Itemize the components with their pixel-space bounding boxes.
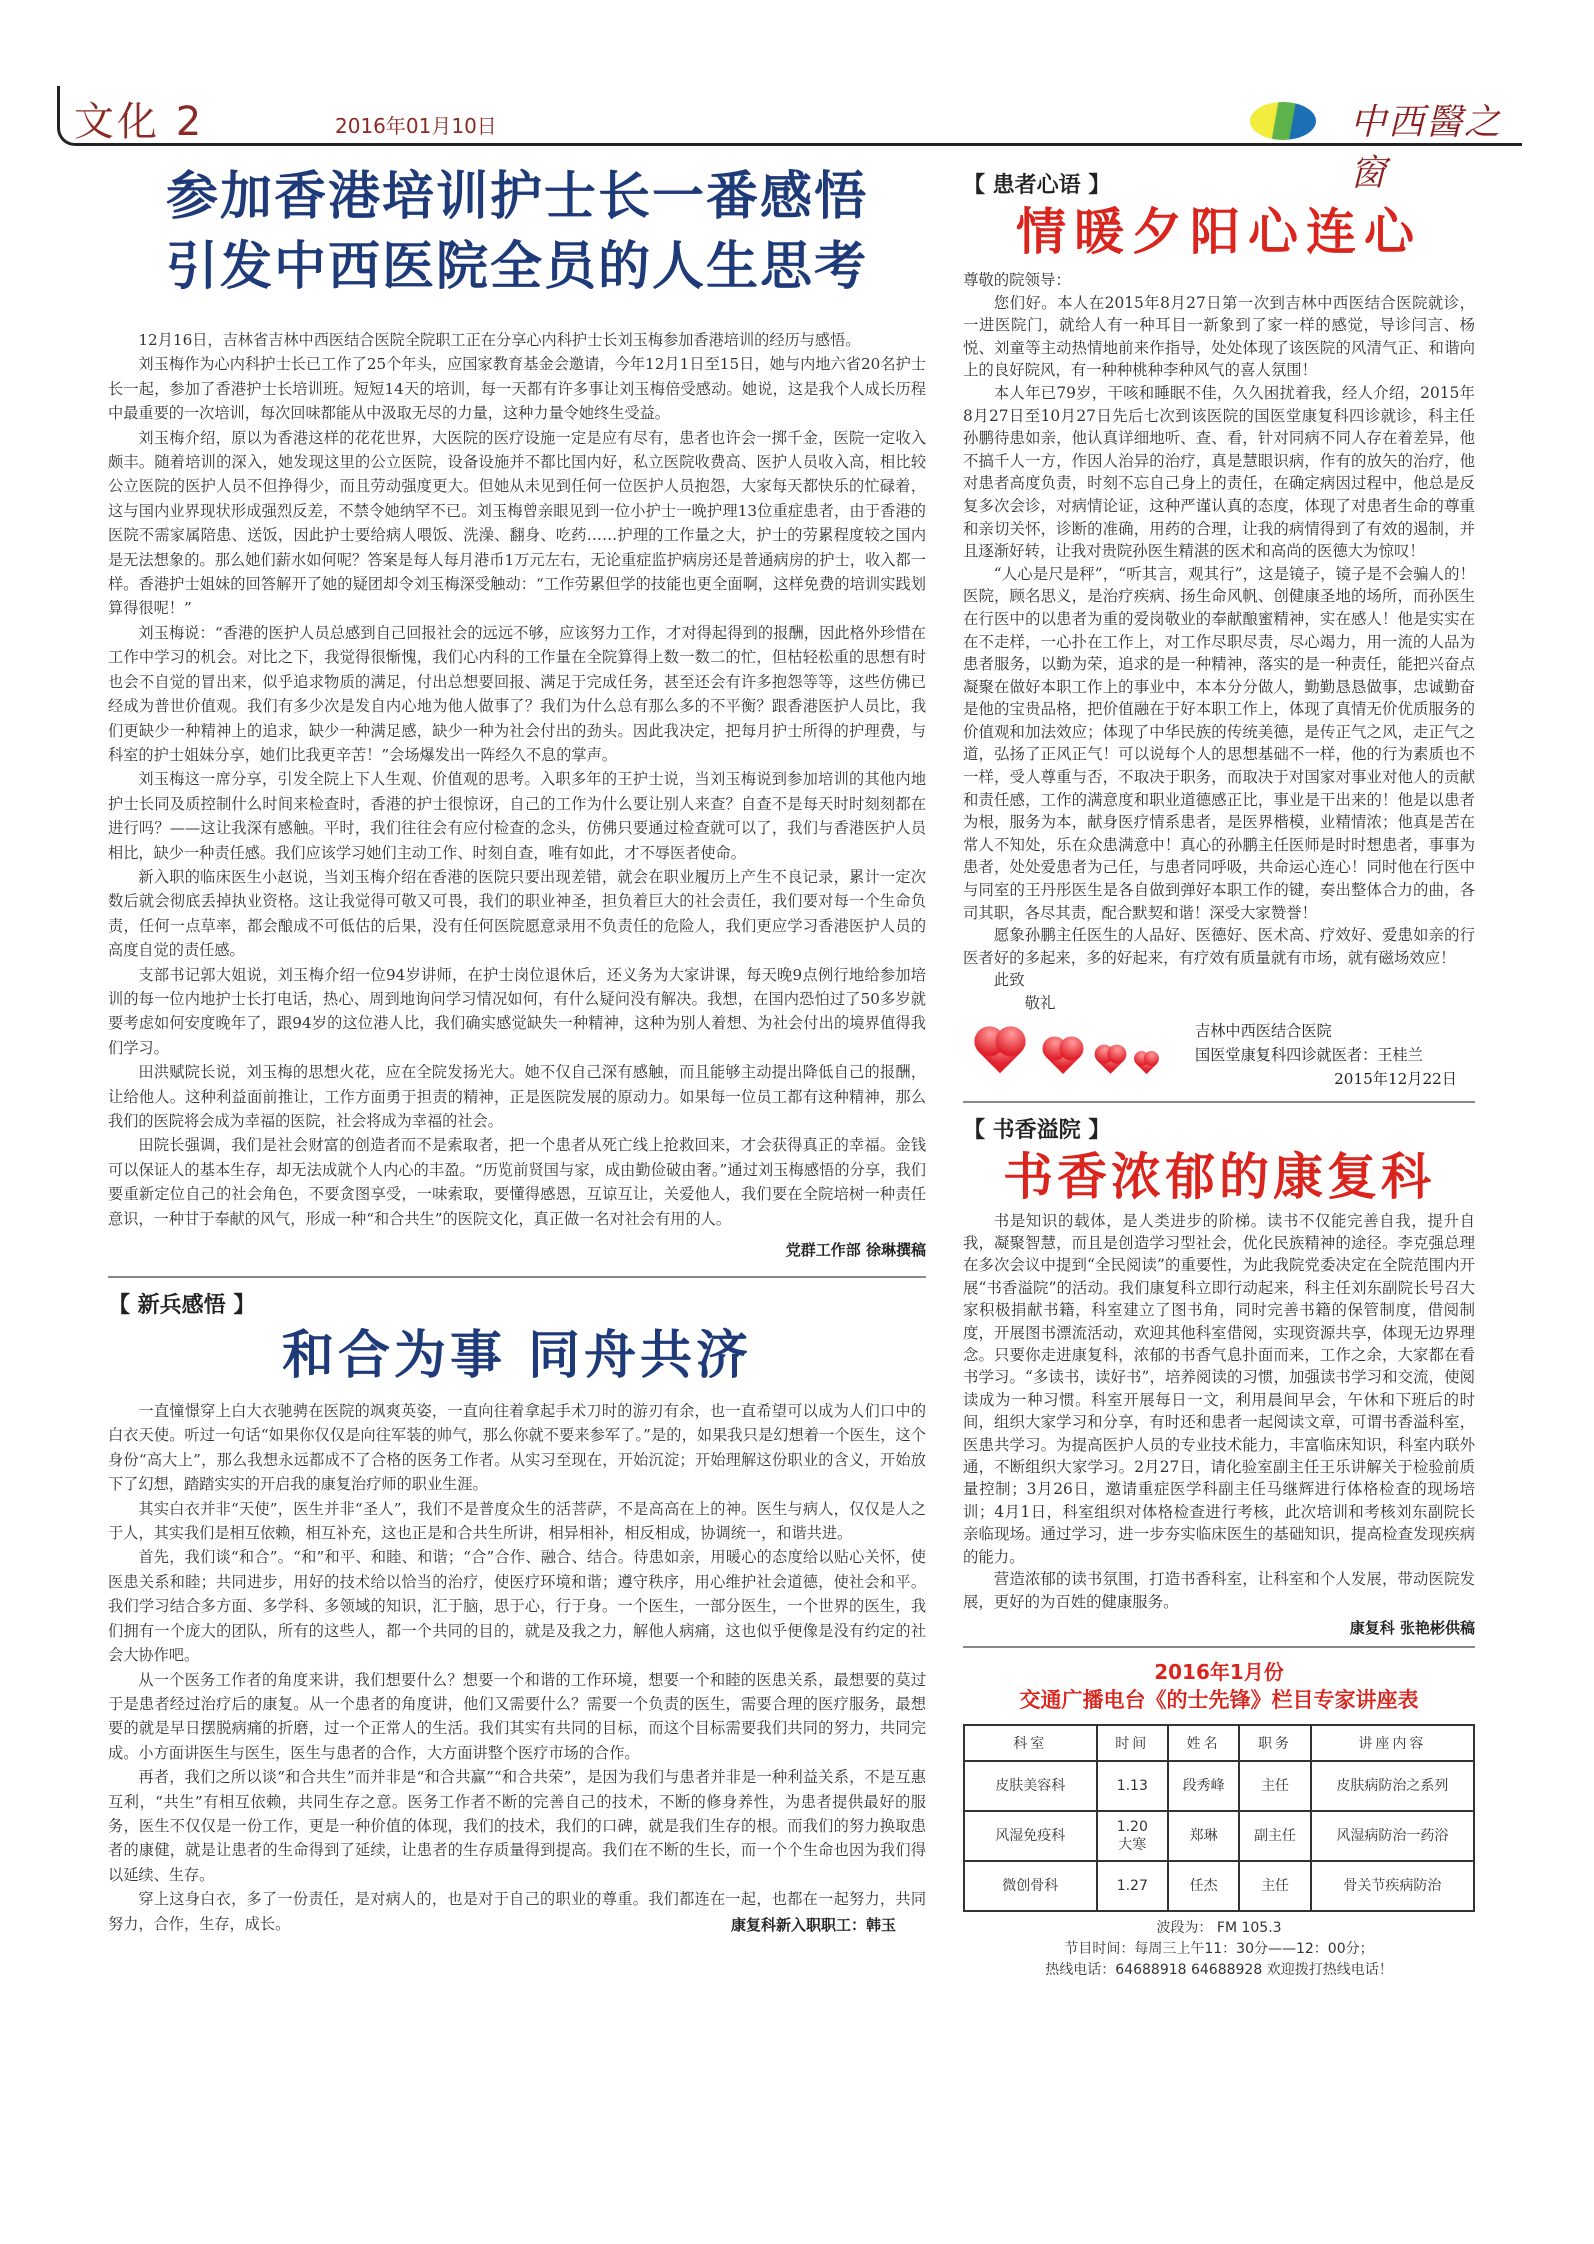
cell-title: 副主任 <box>1239 1811 1310 1861</box>
paragraph: 一直憧憬穿上白大衣驰骋在医院的飒爽英姿，一直向往着拿起手术刀时的游刃有余，也一直希望可以成为人们口中的白衣天使。听过一句话“如果你仅仅是向往军装的帅气，那么你就不要来参军了。”是的，如果我只是幻想着一个医生，这个身份“高大上”，那么我想永远都成不了合格的医务工作者。从实习至现在，开始沉淀；开始理解这份职业的含义，开始放下了幻想，踏踏实实的开启我的康复治疗师的职业生涯。 <box>108 1402 926 1494</box>
header-department: 科室 <box>964 1725 1097 1761</box>
cell-title: 主任 <box>1239 1761 1310 1811</box>
cell-name: 段秀峰 <box>1168 1761 1239 1811</box>
column-tag: 【 书香溢院 】 <box>963 1117 1111 1143</box>
cell-time: 1.27 <box>1097 1861 1168 1911</box>
paragraph: 支部书记郭大姐说，刘玉梅介绍一位94岁讲师，在护士岗位退休后，还义务为大家讲课，每天晚9点例行地给参加培训的每一位内地护士长打电话，热心、周到地询问学习情况如何，有什么疑问没有解决。我想，在国内恐怕过了50多岁就要考虑如何安度晚年了，跟94岁的这位港人比，我们确实感觉缺失一种精神，这种为别人着想、为社会付出的境界值得我们学习。 <box>108 965 926 1057</box>
paragraph: 刘玉梅说：“香港的医护人员总感到自己回报社会的远远不够，应该努力工作，才对得起得到的报酬，因此格外珍惜在工作中学习的机会。对比之下，我觉得很惭愧，我们心内科的工作量在全院算得上数一数二的忙，但枯轻松重的思想有时也会不自觉的冒出来，似乎追求物质的满足，付出总想要回报、满足于完成任务，甚至还会有许多抱怨等等，这些仿佛已经成为普世价值观。我们有多少次是发自内心地为他人做事了？我们为什么总有那么多的不平衡？跟香港医护人员比，我们更缺少一种精神上的追求，缺少一种满足感，缺少一种为社会付出的劲头。因此我决定，把每月护士所得的护理费，与科室的护士姐妹分享，她们比我更辛苦！”会场爆发出一阵经久不息的掌声。 <box>108 623 926 764</box>
paragraph: 新入职的临床医生小赵说，当刘玉梅介绍在香港的医院只要出现差错，就会在职业履历上产生不良记录，累计一定次数后就会彻底丢掉执业资格。这让我觉得可敬又可畏，我们的职业神圣，担负着巨大的社会责任，我们要对每一个生命负责，任何一点草率，都会酿成不可低估的后果，没有任何医院愿意录用不负责任的危险人，我们更应学习香港医护人员的高度自觉的责任感。 <box>108 867 926 960</box>
cell-topic: 皮肤病防治之系列 <box>1311 1761 1474 1811</box>
letter-closing-regards: 敬礼 <box>1024 994 1056 1012</box>
article-body <box>108 328 926 1231</box>
article-headline: 情暖夕阳心连心 <box>1016 203 1422 261</box>
letter-signoff <box>963 1019 1475 1091</box>
cell-department: 皮肤美容科 <box>964 1761 1097 1811</box>
article-new-recruit <box>108 1288 926 1935</box>
paragraph: 田院长强调，我们是社会财富的创造者而不是索取者，把一个患者从死亡线上抢救回来，才会获得真正的幸福。金钱可以保证人的基本生存，却无法成就个人内心的丰盈。“历览前贤国与家，成由勤俭破由奢。”通过刘玉梅感悟的分享，我们要重新定位自己的社会角色，不要贪图享受，一味索取，要懂得感恩，互谅互让，关爱他人，我们要在全院培树一种责任意识，一种甘于奉献的风气，形成一种“和合共生”的医院文化，真正做一名对社会有用的人。 <box>108 1136 926 1228</box>
radio-frequency: 波段为： FM 105.3 <box>1156 1919 1282 1936</box>
cell-name: 任杰 <box>1168 1861 1239 1911</box>
article-byline: 康复科 张艳彬供稿 <box>1349 1618 1475 1637</box>
signature-date: 2015年12月22日 <box>1334 1069 1457 1088</box>
schedule-table <box>963 1724 1475 1912</box>
right-column <box>963 160 1475 1981</box>
article-byline: 党群工作部 徐琳撰稿 <box>785 1241 926 1260</box>
paragraph: “人心是尺是秤”，“听其言，观其行”，这是镜子，镜子是不会骗人的！医院，顾名思义，是治疗疾病、扬生命风帆、创健康圣地的场所，而孙医生在行医中的以患者为重的爱岗敬业的奉献酿蜜精神，实在感人！他是实实在在不走样，一心扑在工作上，对工作尽职尽责，尽心竭力，用一流的人品为患者服务，以勤为荣，追求的是一种精神，落实的是一种责任，能把兴奋点凝聚在做好本职工作上的事业中，本本分分做人，勤勤恳恳做事，忠诚勤奋是他的宝贵品格，把价值融在于好本职工作上，体现了真情无价优质服务的价值观和加法效应；体现了中华民族的传统美德，是传正气之风，走正气之道，弘扬了正风正气！可以说每个人的思想基础不一样，他的行为素质也不一样，受人尊重与否，不取决于职务，而取决于对国家对事业对他人的贡献和责任感，工作的满意度和职业道德感正比，事业是干出来的！他是以患者为根，服务为本，献身医疗情系患者，是医界楷模，业精情浓；他真是苦在常人不知处，乐在众患满意中！真心的孙鹏主任医师是时时想患者，事事为患者，处处爱患者为己任，与患者同呼吸，共命运心连心！同时他在行医中与同室的王丹彤医生是各自做到弹好本职工作的键，奏出整体合力的曲，各司其职，各尽其责，配合默契和谐！深受大家赞誉！ <box>963 564 1475 922</box>
headline-line-1: 参加香港培训护士长一番感悟 <box>165 166 868 227</box>
hearts-decoration-icon <box>963 1019 1163 1089</box>
article-reading <box>963 1113 1475 1638</box>
header-title: 职务 <box>1239 1725 1310 1761</box>
cell-time: 1.20 大寒 <box>1097 1811 1168 1861</box>
article-headline <box>108 162 926 302</box>
cell-topic: 风湿病防治一药浴 <box>1311 1811 1474 1861</box>
letter-salutation: 尊敬的院领导： <box>963 271 1071 289</box>
column-tag: 【 患者心语 】 <box>963 173 1111 198</box>
cell-topic: 骨关节疾病防治 <box>1311 1861 1474 1911</box>
table-row <box>964 1861 1474 1911</box>
column-tag: 【 新兵感悟 】 <box>108 1293 256 1319</box>
paragraph: 书是知识的载体，是人类进步的阶梯。读书不仅能完善自我，提升自我，凝聚智慧，而且是创造学习型社会，优化民族精神的途径。李克强总理在多次会议中提到“全民阅读”的重要性，为此我院党委决定在全院范围内开展“书香溢院”的活动。我们康复科立即行动起来，科主任刘东副院长号召大家积极捐献书籍，科室建立了图书角，同时完善书籍的保管制度，借阅制度，开展图书漂流活动，欢迎其他科室借阅，实现资源共享，体现无边界理念。只要你走进康复科，浓郁的书香气息扑面而来，工作之余，大家都在看书学习。“多读书，读好书”，培养阅读的习惯，加强读书学习和交流，使阅读成为一种习惯。科室开展每日一文，利用晨间早会，午休和下班后的时间，组织大家学习和分享，有时还和患者一起阅读文章，可谓书香溢科室，医患共学习。为提高医护人员的专业技术能力，丰富临床知识，科室内联外通，不断组织大家学习。2月27日，请化验室副主任王乐讲解关于检验前质量控制；3月26日，邀请重症医学科副主任马继辉进行体格检查的现场培训；4月1日，科室组织对体格检查进行考核，此次培训和考核刘东副院长亲临现场。通过学习，进一步夯实临床医生的基础知识，提高检查发现疾病的能力。 <box>963 1211 1475 1566</box>
article-body <box>108 1399 926 1936</box>
headline-line-2: 引发中西医院全员的人生思考 <box>165 236 868 297</box>
article-byline: 康复科新入职职工：韩玉 <box>730 1915 896 1934</box>
cell-time: 1.13 <box>1097 1761 1168 1811</box>
cell-department: 微创骨科 <box>964 1861 1097 1911</box>
paragraph: 12月16日，吉林省吉林中西医结合医院全院职工正在分享心内科护士长刘玉梅参加香港培训的经历与感悟。 <box>138 331 861 349</box>
hospital-logo-icon <box>1250 102 1316 140</box>
paragraph: 田洪赋院长说，刘玉梅的思想火花，应在全院发扬光大。她不仅自己深有感触，而且能够主动提出降低自己的报酬，让给他人。这种利益面前推让，工作方面勇于担责的精神，正是医院发展的原动力。如果每一位员工都有这种精神，那么我们的医院将会成为幸福的医院，社会将成为幸福的社会。 <box>108 1063 926 1130</box>
cell-name: 郑琳 <box>1168 1811 1239 1861</box>
paragraph: 愿象孙鹏主任医生的人品好、医德好、医术高、疗效好、爱患如亲的行医者好的多起来，多的好起来，有疗效有质量就有市场，就有磁场效应！ <box>963 926 1475 967</box>
paragraph: 刘玉梅介绍，原以为香港这样的花花世界，大医院的医疗设施一定是应有尽有，患者也许会一掷千金，医院一定收入颇丰。随着培训的深入，她发现这里的公立医院，设备设施并不都比国内好，私立医院收费高、医护人员收入高，相比较公立医院的医护人员不但挣得少，而且劳动强度更大。但她从未见到任何一位医护人员抱怨，大家每天都快乐的忙碌着，这与国内业界现状形成强烈反差，不禁令她纳罕不已。刘玉梅曾亲眼见到一位小护士一晚护理13位重症患者，由于香港的医院不需家属陪患、送饭，因此护士要给病人喂饭、洗澡、翻身、吃药……护理的工作量之大，护士的劳累程度较之国内是无法想象的。那么她们薪水如何呢？答案是每人每月港币1万元左右，无论重症监护病房还是普通病房的护士，收入都一样。香港护士姐妹的回答解开了她的疑团却令刘玉梅深受触动：“工作劳累但学的技能也更全面啊，这样免费的培训实践划算得很呢！” <box>108 428 926 618</box>
signature-name: 国医堂康复科四诊就医者：王桂兰 <box>1195 1045 1423 1064</box>
cell-title: 主任 <box>1239 1861 1310 1911</box>
paragraph: 首先，我们谈“和合”。“和”和平、和睦、和谐；“合”合作、融合、结合。待患如亲，用暖心的态度给以贴心关怀，使医患关系和睦；共同进步，用好的技术给以恰当的治疗，使医疗环境和谐；遵守秩序，用心维护社会道德，使社会和平。我们学习结合多方面、多学科、多领域的知识，汇于脑，思于心，行于身。一个医生，一部分医生，一个世界的医生，我们拥有一个庞大的团队，所有的这些人，都一个共同的目的，就是及我之力，解他人病痛，这也似乎便像是没有约定的社会大协作吧。 <box>108 1548 926 1665</box>
lecture-schedule <box>963 1658 1475 1981</box>
paragraph: 本人年已79岁，干咳和睡眠不佳，久久困扰着我，经人介绍，2015年8月27日至10月27日先后七次到该医院的国医堂康复科四诊就诊，科主任孙鹏待患如亲，他认真详细地听、查、看，针对同病不同人存在着差异，他不搞千人一方，作因人治异的治疗，真是慧眼识病，作有的放矢的治疗，他对患者高度负责，时刻不忘自己身上的责任，在确定病因过程中，他总是反复多次会诊，对病情论证，这种严谨认真的态度，体现了对患者生命的尊重和亲切关怀，诊断的准确，用药的合理，让我的病情得到了有效的遏制，并且逐渐好转，让我对贵院孙医生精湛的医术和高尚的医德大为惊叹！ <box>963 383 1475 561</box>
paragraph: 穿上这身白衣，多了一份责任，是对病人的，也是对于自己的职业的尊重。我们都连在一起，也都在一起努力，共同努力，合作，生存，成长。 <box>108 1890 926 1933</box>
header-topic: 讲座内容 <box>1311 1725 1474 1761</box>
article-patient-letter <box>963 168 1475 1091</box>
schedule-info <box>963 1918 1475 1981</box>
schedule-title: 交通广播电台《的士先锋》栏目专家讲座表 <box>1019 1687 1419 1712</box>
signature-org: 吉林中西医结合医院 <box>1195 1021 1332 1040</box>
paragraph: 刘玉梅这一席分享，引发全院上下人生观、价值观的思考。入职多年的王护士说，当刘玉梅说到参加培训的其他内地护士长同及质控制什么时间来检查时，香港的护士很惊讶，自己的工作为什么要让别人来查？自查不是每天时时刻刻都在进行吗？——这让我深有感触。平时，我们往往会有应付检查的念头，仿佛只要通过检查就可以了，我们与香港医护人员相比，缺少一种责任感。我们应该学习她们主动工作、时刻自查，唯有如此，才不辱医者使命。 <box>108 770 926 862</box>
section-name: 文化 2 <box>74 99 205 145</box>
table-header-row <box>964 1725 1474 1761</box>
paragraph: 刘玉梅作为心内科护士长已工作了25个年头，应国家教育基金会邀请，今年12月1日至15日，她与内地六省20名护士长一起，参加了香港护士长培训班。短短14天的培训，每一天都有许多事让刘玉梅倍受感动。她说，这是我个人成长历程中最重要的一次培训，每次回味都能从中汲取无尽的力量，这种力量令她终生受益。 <box>108 355 926 423</box>
table-row <box>964 1811 1474 1861</box>
left-column <box>108 160 926 1935</box>
section-divider <box>963 1646 1475 1648</box>
masthead-logo-text: 中西醫之窗 <box>1350 102 1503 194</box>
paragraph: 其实白衣并非“天使”，医生并非“圣人”，我们不是普度众生的活菩萨，不是高高在上的神。医生与病人，仅仅是人之于人，其实我们是相互依赖，相互补充，这也正是和合共生所讲，相异相补，相反相成，协调统一，和谐共进。 <box>108 1499 926 1543</box>
schedule-month: 2016年1月份 <box>1154 1659 1284 1684</box>
header-name: 姓名 <box>1168 1725 1239 1761</box>
cell-department: 风湿免疫科 <box>964 1811 1097 1861</box>
signature-block <box>1163 1019 1475 1091</box>
paragraph: 再者，我们之所以谈“和合共生”而并非是“和合共赢”“和合共荣”，是因为我们与患者并非是一种利益关系，不是互惠互利，“共生”有相互依赖，共同生存之意。医务工作者不断的完善自己的技术，不断的修身养性，为患者提供最好的服务，医生不仅仅是一份工作，更是一种价值的体现，我们的技术，我们的口碑，就是我们生存的根。而我们的努力换取患者的康健，就是让患者的生命得到了延续，让患者的生存质量得到提高。我们在不断的生长，而一个个生命也因为我们得以延续、生存。 <box>108 1768 926 1884</box>
table-row <box>964 1761 1474 1811</box>
article-headline: 和合为事 同舟共济 <box>281 1326 753 1387</box>
air-time: 节目时间：每周三上午11：30分——12：00分； <box>1064 1940 1374 1957</box>
article-body <box>963 1210 1475 1613</box>
section-divider <box>108 1276 926 1278</box>
letter-body <box>963 269 1475 1015</box>
paragraph: 您们好。本人在2015年8月27日第一次到吉林中西医结合医院就诊，一进医院门，就给人有一种耳目一新象到了家一样的感觉，导诊闫言、杨悦、刘童等主动热情地前来作指导，处处体现了该医院的风清气正、和谐向上的良好院风，有一种种桃种李种风气的喜人氛围！ <box>963 293 1475 380</box>
letter-closing: 此致 <box>993 971 1025 990</box>
hotline-numbers: 热线电话：64688918 64688928 欢迎拨打热线电话！ <box>1045 1961 1393 1978</box>
publication-date: 2016年01月10日 <box>335 114 497 138</box>
section-divider <box>963 1101 1475 1103</box>
article-hk-training <box>108 162 926 1260</box>
article-headline: 书香浓郁的康复科 <box>1003 1147 1435 1206</box>
paragraph: 从一个医务工作者的角度来讲，我们想要什么？想要一个和谐的工作环境，想要一个和睦的医患关系，最想要的莫过于是患者经过治疗后的康复。从一个患者的角度讲，他们又需要什么？需要一个负责的医生，需要合理的医疗服务，最想要的就是早日摆脱病痛的折磨，过一个正常人的生活。我们其实有共同的目标，而这个目标需要我们共同的努力，共同完成。小方面讲医生与医生，医生与患者的合作，大方面讲整个医疗市场的合作。 <box>108 1670 926 1762</box>
paragraph: 营造浓郁的读书氛围，打造书香科室，让科室和个人发展，带动医院发展，更好的为百姓的健康服务。 <box>963 1570 1475 1611</box>
header-time: 时间 <box>1097 1725 1168 1761</box>
